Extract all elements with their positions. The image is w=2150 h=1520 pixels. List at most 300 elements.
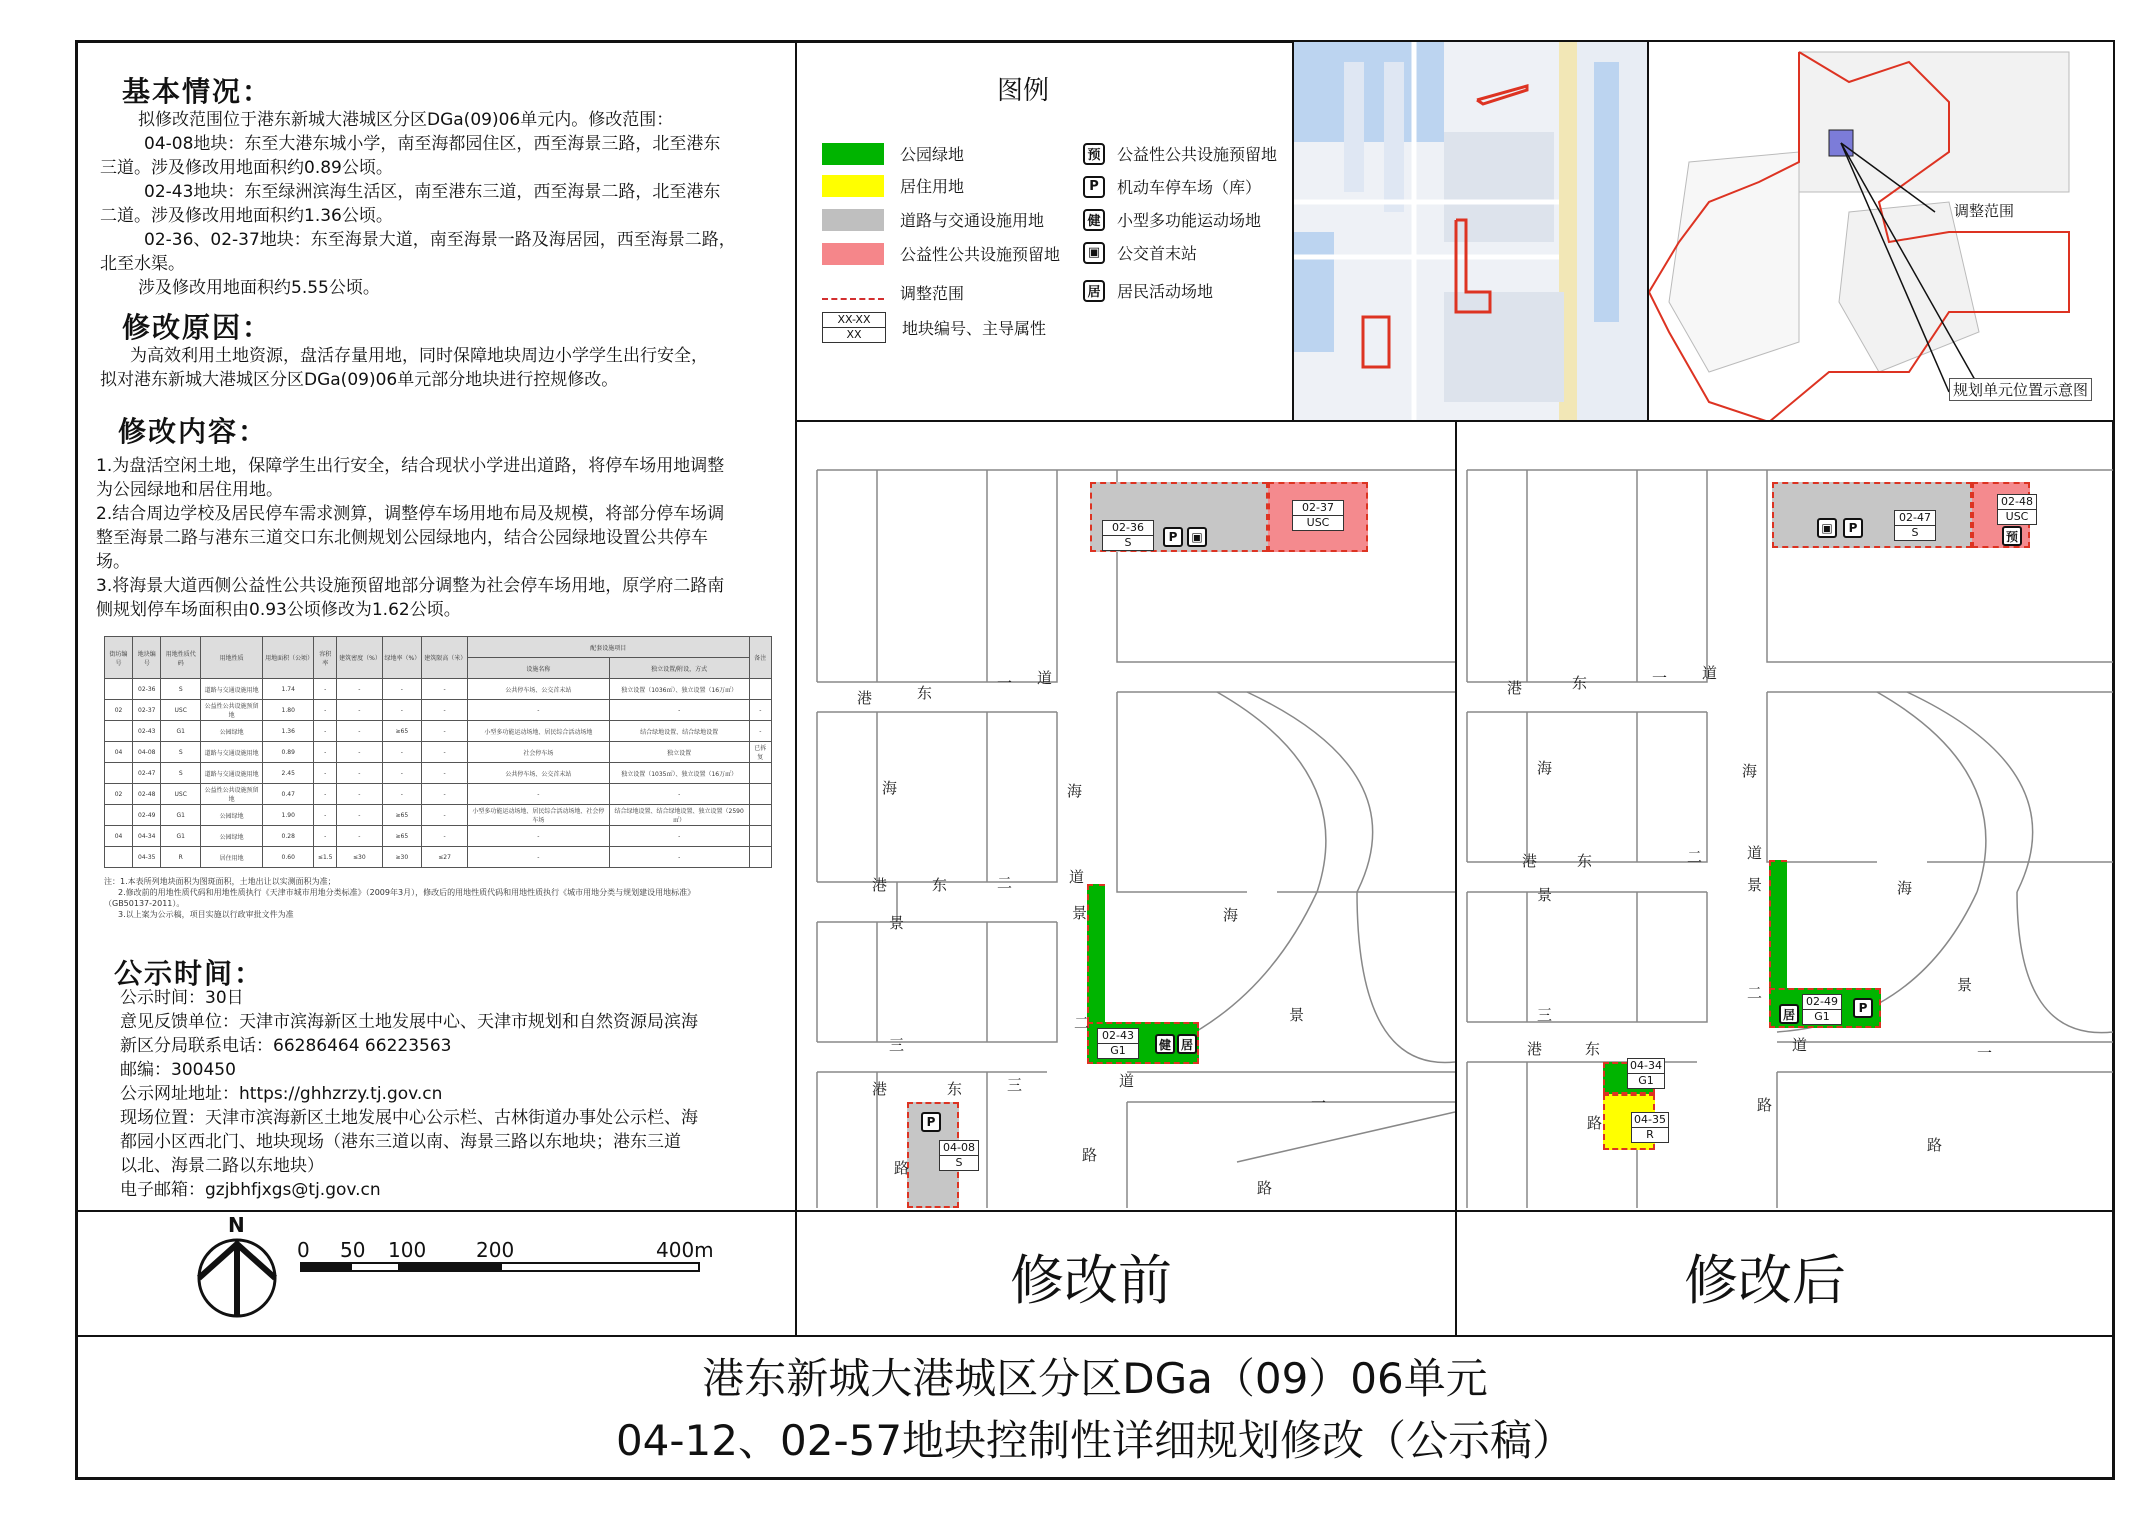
table-cell: 结合绿地设置、结合绿地设置 — [609, 721, 749, 742]
legend-label: 地块编号、主导属性 — [902, 319, 1047, 338]
legend-sports — [1083, 208, 1261, 231]
bus-icon: ▣ — [1083, 242, 1105, 264]
parking-icon: P — [1843, 518, 1863, 538]
table-cell: - — [749, 721, 771, 742]
table-cell — [749, 679, 771, 700]
road-label: 景 — [1957, 976, 1973, 994]
pub-line: 电子邮箱：gzjbhfjxgs@tj.gov.cn — [120, 1180, 381, 1200]
table-cell: 02 — [105, 700, 133, 721]
road-label: 景 — [889, 914, 905, 932]
basic-line: 北至水渠。 — [100, 254, 185, 274]
table-cell: - — [422, 763, 468, 784]
parcel-code: S — [955, 1156, 963, 1169]
road-label: 路 — [1927, 1136, 1943, 1154]
reserve-icon: 预 — [2002, 526, 2022, 546]
table-cell: 小型多功能运动场地、居民综合活动场地 — [467, 721, 609, 742]
legend-label: 道路与交通设施用地 — [900, 211, 1045, 230]
content-line: 为公园绿地和居住用地。 — [96, 480, 283, 500]
basic-line: 三道。涉及修改用地面积约0.89公顷。 — [100, 158, 393, 178]
location-area-label: 调整范围 — [1954, 202, 2015, 220]
road-label: 东 — [947, 1080, 963, 1098]
activity-icon: 居 — [1177, 1034, 1197, 1054]
table-cell: - — [382, 700, 422, 721]
table-cell: ≤30 — [337, 847, 382, 868]
content-line: 场。 — [96, 552, 130, 572]
legend-reserve — [822, 242, 1060, 265]
road-label: 道 — [1747, 844, 1763, 862]
table-cell: ≥65 — [382, 721, 422, 742]
swatch-residential — [822, 175, 884, 197]
parcel-code: G1 — [1638, 1074, 1654, 1087]
road-label: 道 — [1119, 1072, 1135, 1090]
parking-icon: P — [1853, 998, 1873, 1018]
table-cell: 02-43 — [133, 721, 161, 742]
table-cell: 0.60 — [263, 847, 314, 868]
basic-line: 拟修改范围位于港东新城大港城区分区DGa(09)06单元内。修改范围： — [138, 110, 674, 130]
parcel-id: 02-49 — [1803, 995, 1841, 1010]
table-cell: - — [467, 826, 609, 847]
table-cell: - — [314, 805, 337, 826]
th: 地块编号 — [133, 637, 161, 679]
table-cell: - — [422, 805, 468, 826]
reason-heading: 修改原因： — [122, 311, 273, 344]
divider-caption — [77, 1210, 2113, 1212]
legend-code — [822, 312, 1046, 343]
table-cell: - — [467, 784, 609, 805]
road-label: 一 — [1311, 1094, 1327, 1112]
road-label: 东 — [1577, 852, 1593, 870]
table-cell: 公共停车场、公交首末站 — [467, 679, 609, 700]
th: 备注 — [749, 637, 771, 679]
table-cell: 04 — [105, 742, 133, 763]
road-label: 东 — [917, 684, 933, 702]
table-cell: R — [161, 847, 201, 868]
legend-label: 居民活动场地 — [1117, 282, 1214, 301]
table-cell — [105, 805, 133, 826]
label-02-36 — [1102, 520, 1154, 551]
table-cell: ≤1.5 — [314, 847, 337, 868]
table-row — [105, 847, 772, 868]
table-cell: - — [337, 826, 382, 847]
road-label: 景 — [1289, 1006, 1305, 1024]
table-cell: - — [422, 700, 468, 721]
parking-icon: P — [921, 1112, 941, 1132]
th: 用地面积（公顷） — [263, 637, 314, 679]
road-label: 一 — [1977, 1044, 1993, 1062]
label-02-43 — [1097, 1028, 1139, 1059]
road-label: 海 — [1897, 879, 1913, 897]
bus-icon: ▣ — [1187, 527, 1207, 547]
road-label: 路 — [894, 1159, 910, 1177]
note: 3.以上案为公示稿，项目实施以行政审批文件为准 — [118, 910, 294, 919]
table-row — [105, 763, 772, 784]
table-cell: 道路与交通设施用地 — [201, 742, 263, 763]
parcel-code: USC — [1306, 516, 1330, 529]
legend-title: 图例 — [997, 76, 1050, 106]
table-cell: 04 — [105, 826, 133, 847]
parcel-code: S — [1124, 536, 1132, 549]
label-02-37 — [1292, 500, 1344, 531]
table-cell: - — [609, 826, 749, 847]
content-line: 侧规划停车场面积由0.93公顷修改为1.62公顷。 — [96, 600, 461, 620]
legend-label: 公园绿地 — [900, 145, 965, 164]
legend-label: 小型多功能运动场地 — [1117, 211, 1262, 230]
label-04-34 — [1627, 1058, 1665, 1089]
pub-line: 现场位置：天津市滨海新区土地发展中心公示栏、古林街道办事处公示栏、海 — [120, 1108, 698, 1128]
table-cell: 公益性公共设施预留地 — [201, 784, 263, 805]
table-cell: 04-34 — [133, 826, 161, 847]
parcel-02-47[interactable] — [1772, 482, 1972, 548]
legend-residential — [822, 174, 964, 197]
table-cell: - — [337, 784, 382, 805]
code-bottom: XX — [846, 328, 862, 341]
parcel-id: 02-36 — [1103, 521, 1153, 536]
table-cell: 0.47 — [263, 784, 314, 805]
table-cell: G1 — [161, 721, 201, 742]
th: 建筑限高（米） — [422, 637, 468, 679]
table-cell: 道路与交通设施用地 — [201, 763, 263, 784]
bus-icon: ▣ — [1817, 518, 1837, 538]
scale-tick: 0 — [297, 1238, 310, 1262]
legend-scope — [822, 281, 964, 304]
table-cell: - — [422, 742, 468, 763]
road-label: 港 — [872, 1080, 888, 1098]
parcel-id: 04-08 — [940, 1141, 978, 1156]
table-cell: - — [749, 700, 771, 721]
content-line: 3.将海景大道西侧公益性公共设施预留地部分调整为社会停车场用地，原学府二路南 — [96, 576, 725, 596]
table-cell: 小型多功能运动场地、居民综合活动场地、社会停车场 — [467, 805, 609, 826]
table-cell: 已拆复 — [749, 742, 771, 763]
basic-line: 02-43地块：东至绿洲滨海生活区，南至港东三道，西至海景二路，北至港东 — [144, 182, 721, 202]
note: （GB50137-2011）。 — [104, 899, 185, 908]
table-cell: 02-48 — [133, 784, 161, 805]
parcel-code: S — [1911, 526, 1919, 539]
swatch-park — [822, 143, 884, 165]
scale-tick: 100 — [388, 1238, 427, 1262]
table-cell: USC — [161, 700, 201, 721]
road-label: 二 — [1747, 984, 1763, 1002]
table-cell: 独立设置（1036㎡）、独立设置（16万㎡） — [609, 679, 749, 700]
legend-reserve-icon — [1083, 142, 1277, 165]
legend-park — [822, 142, 964, 165]
activity-icon: 居 — [1779, 1004, 1799, 1024]
north-label: N — [228, 1213, 245, 1237]
area-map — [1294, 42, 1647, 420]
table-notes — [104, 876, 772, 920]
table-cell — [105, 847, 133, 868]
content-text — [96, 454, 786, 622]
road-label: 海 — [1223, 906, 1239, 924]
pub-line: 邮编：300450 — [120, 1060, 236, 1080]
table-cell: - — [337, 742, 382, 763]
code-top: XX-XX — [823, 313, 885, 328]
basic-line: 02-36、02-37地块：东至海景大道，南至海景一路及海居园，西至海景二路， — [144, 230, 736, 250]
table-cell: - — [609, 784, 749, 805]
table-cell: 公园绿地 — [201, 721, 263, 742]
parking-icon: P — [1163, 527, 1183, 547]
table-cell: - — [314, 679, 337, 700]
table-cell: 独立设置（1035㎡）、独立设置（16万㎡） — [609, 763, 749, 784]
basic-line: 04-08地块：东至大港东城小学，南至海都园住区，西至海景三路，北至港东 — [144, 134, 721, 154]
content-line: 1.为盘活空闲土地，保障学生出行安全，结合现状小学进出道路，将停车场用地调整 — [96, 456, 725, 476]
parcel-id: 02-37 — [1293, 501, 1343, 516]
legend-label: 机动车停车场（库） — [1117, 178, 1262, 197]
table-cell: G1 — [161, 805, 201, 826]
road-label: 景 — [1537, 886, 1553, 904]
table-cell: 02-37 — [133, 700, 161, 721]
after-caption: 修改后 — [1684, 1249, 1846, 1312]
fitness-icon: 健 — [1155, 1034, 1175, 1054]
table-cell: - — [314, 763, 337, 784]
table-cell: 0.89 — [263, 742, 314, 763]
table-cell: 02-49 — [133, 805, 161, 826]
label-02-49 — [1802, 994, 1842, 1025]
table-cell: 公益性公共设施预留地 — [201, 700, 263, 721]
table-cell: - — [467, 700, 609, 721]
table-cell — [749, 847, 771, 868]
table-cell: ≤27 — [422, 847, 468, 868]
table-row — [105, 805, 772, 826]
table-cell: - — [422, 826, 468, 847]
road-label: 景 — [1747, 876, 1763, 894]
table-cell: 04-08 — [133, 742, 161, 763]
road-label: 海 — [1067, 782, 1083, 800]
code-box — [822, 312, 886, 343]
road-label: 一 — [997, 674, 1013, 692]
area-map-svg — [1294, 42, 1647, 420]
road-label: 港 — [857, 689, 873, 707]
reason-line: 为高效利用土地资源，盘活存量用地，同时保障地块周边小学学生出行安全， — [130, 346, 708, 366]
table-cell: 公园绿地 — [201, 805, 263, 826]
content-line: 整至海景二路与港东三道交口东北侧规划公园绿地内，结合公园绿地设置公共停车 — [96, 528, 708, 548]
road-label: 三 — [889, 1036, 905, 1054]
table-cell — [105, 763, 133, 784]
table-cell: - — [382, 679, 422, 700]
table-cell: ≥65 — [382, 805, 422, 826]
th: 用地性质 — [201, 637, 263, 679]
table-row — [105, 826, 772, 847]
road-label: 港 — [1522, 852, 1538, 870]
parcel-id: 02-43 — [1098, 1029, 1138, 1044]
fitness-icon: 健 — [1083, 209, 1105, 231]
parking-icon: P — [1083, 176, 1105, 198]
swatch-road — [822, 209, 884, 231]
road-label: 路 — [1257, 1179, 1273, 1197]
road-label: 港 — [1527, 1040, 1543, 1058]
table-cell: - — [382, 763, 422, 784]
before-caption: 修改前 — [1010, 1249, 1172, 1312]
parcel-code: G1 — [1814, 1010, 1830, 1023]
road-label: 道 — [1702, 664, 1718, 682]
parcel-code: USC — [2005, 510, 2029, 523]
road-label: 路 — [1587, 1114, 1603, 1132]
swatch-scope — [822, 286, 884, 300]
pub-line: 公示时间：30日 — [120, 988, 244, 1008]
table-cell: 居住用地 — [201, 847, 263, 868]
road-label: 海 — [1537, 759, 1553, 777]
publicity-text — [120, 986, 780, 1202]
legend-parking — [1083, 175, 1261, 198]
swatch-reserve — [822, 243, 884, 265]
table-cell: - — [467, 847, 609, 868]
road-label: 景 — [1072, 904, 1088, 922]
table-row — [105, 679, 772, 700]
content-line: 2.结合周边学校及居民停车需求测算，调整停车场用地布局及规模，将部分停车场调 — [96, 504, 725, 524]
th: 设施名称 — [467, 658, 609, 679]
reason-text — [100, 344, 780, 392]
table-cell: - — [382, 742, 422, 763]
table-cell: G1 — [161, 826, 201, 847]
table-cell: 0.28 — [263, 826, 314, 847]
activity-icon: 居 — [1083, 280, 1105, 302]
road-label: 路 — [1757, 1096, 1773, 1114]
th: 独立设置/附设，方式 — [609, 658, 749, 679]
road-label: 海 — [1742, 762, 1758, 780]
table-cell — [105, 679, 133, 700]
table-cell: S — [161, 763, 201, 784]
table-cell: 02-47 — [133, 763, 161, 784]
table-row — [105, 721, 772, 742]
table-cell: ≥30 — [382, 847, 422, 868]
th: 配套设施项目 — [467, 637, 749, 658]
basic-text — [100, 108, 780, 300]
table-cell — [105, 721, 133, 742]
road-label: 东 — [1585, 1040, 1601, 1058]
road-label: 二 — [1074, 1014, 1090, 1032]
scale-tick: 200 — [476, 1238, 515, 1262]
scale-tick: 400m — [656, 1238, 714, 1262]
table-cell: 独立设置 — [609, 742, 749, 763]
basic-line: 涉及修改用地面积约5.55公顷。 — [138, 278, 380, 298]
content-heading: 修改内容： — [118, 415, 269, 448]
parcel-id: 02-48 — [1998, 495, 2036, 510]
table-cell — [749, 805, 771, 826]
table-cell: 04-35 — [133, 847, 161, 868]
table-cell: - — [337, 679, 382, 700]
basic-line: 二道。涉及修改用地面积约1.36公顷。 — [100, 206, 393, 226]
table-cell: 公园绿地 — [201, 826, 263, 847]
table-cell: - — [422, 784, 468, 805]
table-cell: - — [337, 763, 382, 784]
road-label: 二 — [997, 874, 1013, 892]
road-label: 港 — [872, 876, 888, 894]
th: 建筑密度（%） — [337, 637, 382, 679]
publicity-heading: 公示时间： — [114, 957, 265, 990]
th: 容积率 — [314, 637, 337, 679]
table-cell: 社会停车场 — [467, 742, 609, 763]
parcel-id: 04-34 — [1628, 1059, 1664, 1074]
before-map — [797, 422, 1455, 1208]
note: 2.修改前的用地性质代码和用地性质执行《天津市城市用地分类标准》（2009年3月），修改后的用地性质代码和用地性质执行《城市用地分类与规划建设用地标准》 — [118, 888, 696, 897]
table-cell: - — [337, 805, 382, 826]
scale-bar — [300, 1262, 700, 1272]
basic-heading: 基本情况： — [122, 75, 273, 108]
road-label: 三 — [1537, 1006, 1553, 1024]
divider-title — [77, 1335, 2113, 1337]
table-cell: 1.74 — [263, 679, 314, 700]
scale-tick: 50 — [340, 1238, 366, 1262]
table-cell: 1.90 — [263, 805, 314, 826]
pub-line: 以北、海景二路以东地块） — [120, 1156, 324, 1176]
table-cell: - — [382, 784, 422, 805]
th: 街坊编号 — [105, 637, 133, 679]
table-cell: 1.80 — [263, 700, 314, 721]
main-title-line2: 04-12、02-57地块控制性详细规划修改（公示稿） — [615, 1416, 1575, 1465]
road-label: 东 — [1572, 674, 1588, 692]
road-label: 道 — [1069, 868, 1085, 886]
reserve-icon: 预 — [1083, 143, 1105, 165]
label-04-35 — [1631, 1112, 1669, 1143]
road-label: 道 — [1792, 1036, 1808, 1054]
parcel-code: R — [1646, 1128, 1654, 1141]
table-cell: - — [337, 721, 382, 742]
label-02-48 — [1997, 494, 2037, 525]
table-cell: S — [161, 679, 201, 700]
legend-label: 居住用地 — [900, 177, 965, 196]
table-cell: - — [314, 700, 337, 721]
th: 绿地率（%） — [382, 637, 422, 679]
table-cell: ≥65 — [382, 826, 422, 847]
table-cell: 公共停车场、公交首末站 — [467, 763, 609, 784]
table-cell: 02 — [105, 784, 133, 805]
road-label: 路 — [1082, 1146, 1098, 1164]
table-cell: - — [609, 700, 749, 721]
table-cell: USC — [161, 784, 201, 805]
road-label: 二 — [1687, 848, 1703, 866]
table-cell: S — [161, 742, 201, 763]
location-map-svg — [1649, 42, 2113, 420]
main-title-line1: 港东新城大港城区分区DGa（09）06单元 — [702, 1354, 1488, 1403]
label-04-08 — [939, 1140, 979, 1171]
table-row — [105, 742, 772, 763]
north-arrow-icon — [195, 1236, 279, 1320]
table-cell: 道路与交通设施用地 — [201, 679, 263, 700]
label-02-47 — [1894, 510, 1936, 541]
plan-table — [104, 636, 772, 920]
legend-road — [822, 208, 1044, 231]
legend-activity — [1083, 279, 1213, 302]
legend-bus — [1083, 241, 1197, 264]
table-cell: - — [314, 826, 337, 847]
table-cell: 02-36 — [133, 679, 161, 700]
table-cell — [749, 826, 771, 847]
table-cell: 2.45 — [263, 763, 314, 784]
parcel-id: 02-47 — [1895, 511, 1935, 526]
table-cell: - — [337, 700, 382, 721]
legend-label: 公益性公共设施预留地 — [1117, 145, 1278, 164]
legend-label: 调整范围 — [900, 284, 965, 303]
table-cell: - — [314, 721, 337, 742]
table-row — [105, 700, 772, 721]
road-label: 一 — [1652, 669, 1668, 687]
table-cell: - — [609, 847, 749, 868]
pub-line: 公示网址地址：https://ghhzrzy.tj.gov.cn — [120, 1084, 443, 1104]
road-label: 三 — [1007, 1076, 1023, 1094]
road-label: 港 — [1507, 679, 1523, 697]
location-map — [1649, 42, 2113, 420]
location-caption: 规划单元位置示意图 — [1949, 378, 2092, 401]
table-cell: 结合绿地设置、结合绿地设置、独立设置（2590㎡） — [609, 805, 749, 826]
pub-line: 都园小区西北门、地块现场（港东三道以南、海景三路以东地块；港东三道 — [120, 1132, 681, 1152]
road-label: 道 — [1037, 669, 1053, 687]
parcel-code: G1 — [1110, 1044, 1126, 1057]
table-cell: - — [314, 784, 337, 805]
legend-label: 公交首末站 — [1117, 244, 1198, 263]
note: 注：1.本表所列地块面积为图斑面积，土地出让以实测面积为准； — [104, 877, 336, 886]
table-cell: 1.36 — [263, 721, 314, 742]
table-cell: - — [314, 742, 337, 763]
pub-line: 新区分局联系电话：66286464 66223563 — [120, 1036, 452, 1056]
